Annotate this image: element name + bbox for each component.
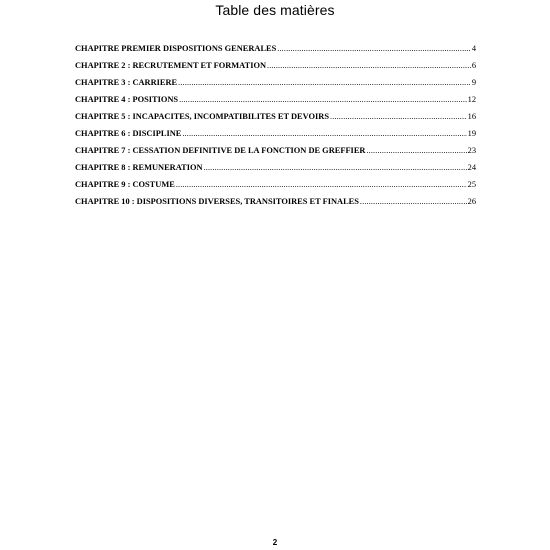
toc-entry-page[interactable]: 24 (467, 163, 476, 172)
toc-entry-label[interactable]: CHAPITRE PREMIER DISPOSITIONS GENERALES (75, 44, 277, 53)
toc-entry[interactable] (75, 193, 476, 210)
toc-entry-label[interactable]: CHAPITRE 10 : DISPOSITIONS DIVERSES, TRANSITOIRES ET FINALES (75, 197, 359, 206)
toc-leader-dots (366, 142, 466, 159)
toc-entry-label[interactable]: CHAPITRE 3 : CARRIERE (75, 78, 178, 87)
toc-entry-label[interactable]: CHAPITRE 9 : COSTUME (75, 180, 175, 189)
toc-leader-dots (178, 74, 471, 91)
toc-entry-label[interactable]: CHAPITRE 7 : CESSATION DEFINITIVE DE LA FONCTION DE GREFFIER (75, 146, 366, 155)
toc-entry-label[interactable]: CHAPITRE 8 : REMUNERATION (75, 163, 203, 172)
toc-leader-dots (182, 125, 466, 142)
toc-leader-dots (330, 108, 467, 125)
toc-entry[interactable] (75, 108, 476, 125)
toc-entry-page[interactable]: 16 (467, 112, 476, 121)
toc-entry-page[interactable]: 4 (471, 44, 476, 53)
toc-entry-page[interactable]: 23 (467, 146, 476, 155)
toc-entry-page[interactable]: 9 (471, 78, 476, 87)
toc-entry-label[interactable]: CHAPITRE 6 : DISCIPLINE (75, 129, 182, 138)
toc-leader-dots (267, 57, 471, 74)
toc-list (75, 40, 476, 210)
toc-entry-page[interactable]: 26 (467, 197, 476, 206)
toc-entry-page[interactable]: 25 (467, 180, 476, 189)
toc-entry[interactable] (75, 91, 476, 108)
toc-leader-dots (204, 159, 467, 176)
toc-entry[interactable] (75, 74, 476, 91)
toc-entry[interactable] (75, 176, 476, 193)
toc-leader-dots (277, 40, 471, 57)
toc-entry[interactable] (75, 40, 476, 57)
toc-leader-dots (360, 193, 467, 210)
toc-leader-dots (176, 176, 467, 193)
toc-entry-page[interactable]: 19 (467, 129, 476, 138)
page-number: 2 (272, 538, 278, 547)
toc-entry[interactable] (75, 57, 476, 74)
toc-entry-label[interactable]: CHAPITRE 2 : RECRUTEMENT ET FORMATION (75, 61, 267, 70)
toc-leader-dots (179, 91, 467, 108)
toc-entry-page[interactable]: 6 (471, 61, 476, 70)
toc-title: Table des matières (215, 2, 335, 18)
toc-entry-page[interactable]: 12 (467, 95, 476, 104)
toc-entry[interactable] (75, 125, 476, 142)
toc-entry-label[interactable]: CHAPITRE 5 : INCAPACITES, INCOMPATIBILITES ET DEVOIRS (75, 112, 329, 121)
toc-entry[interactable] (75, 159, 476, 176)
toc-entry[interactable] (75, 142, 476, 159)
toc-entry-label[interactable]: CHAPITRE 4 : POSITIONS (75, 95, 179, 104)
